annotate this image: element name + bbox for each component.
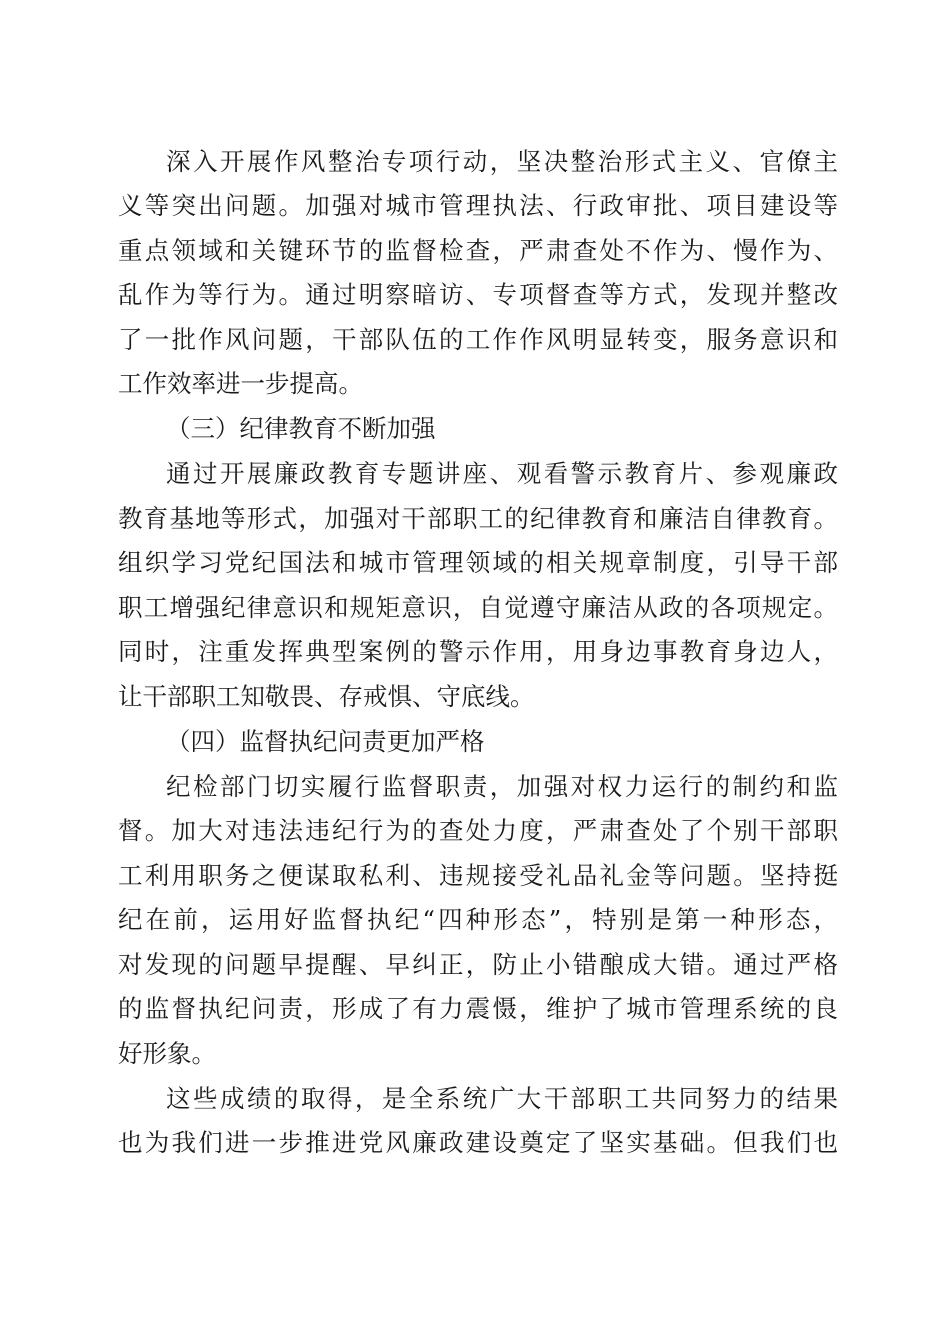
paragraph-2-line-2: 教育基地等形式，加强对干部职工的纪律教育和廉洁自律教育。 bbox=[118, 504, 838, 533]
paragraph-2-line-3: 组织学习党纪国法和城市管理领域的相关规章制度，引导干部 bbox=[118, 548, 838, 577]
paragraph-4-line-1: 这些成绩的取得，是全系统广大干部职工共同努力的结果 bbox=[166, 1084, 838, 1113]
section-heading-4: （四）监督执纪问责更加严格 bbox=[166, 727, 485, 756]
paragraph-1-line-2: 义等突出问题。加强对城市管理执法、行政审批、项目建设等 bbox=[118, 191, 838, 220]
paragraph-1-line-1: 深入开展作风整治专项行动，坚决整治形式主义、官僚主 bbox=[166, 147, 838, 176]
paragraph-3-line-6: 的监督执纪问责，形成了有力震慑，维护了城市管理系统的良 bbox=[118, 994, 838, 1023]
paragraph-2-line-1: 通过开展廉政教育专题讲座、观看警示教育片、参观廉政 bbox=[166, 459, 838, 488]
paragraph-2-line-4: 职工增强纪律意识和规矩意识，自觉遵守廉洁从政的各项规定。 bbox=[118, 593, 838, 622]
paragraph-4-line-2: 也为我们进一步推进党风廉政建设奠定了坚实基础。但我们也 bbox=[118, 1128, 838, 1157]
paragraph-3-line-2: 督。加大对违法违纪行为的查处力度，严肃查处了个别干部职 bbox=[118, 816, 838, 845]
paragraph-1-line-4: 乱作为等行为。通过明察暗访、专项督查等方式，发现并整改 bbox=[118, 280, 838, 309]
paragraph-3-line-1: 纪检部门切实履行监督职责，加强对权力运行的制约和监 bbox=[166, 772, 838, 801]
paragraph-3-line-4: 纪在前，运用好监督执纪“四种形态”，特别是第一种形态， bbox=[118, 905, 838, 934]
paragraph-3-line-3: 工利用职务之便谋取私利、违规接受礼品礼金等问题。坚持挺 bbox=[118, 861, 838, 890]
paragraph-2-line-5: 同时，注重发挥典型案例的警示作用，用身边事教育身边人， bbox=[118, 637, 838, 666]
paragraph-1-line-3: 重点领域和关键环节的监督检查，严肃查处不作为、慢作为、 bbox=[118, 236, 838, 265]
paragraph-3-line-7: 好形象。 bbox=[118, 1039, 216, 1068]
paragraph-1-line-6: 工作效率进一步提高。 bbox=[118, 369, 363, 398]
paragraph-1-line-5: 了一批作风问题，干部队伍的工作作风明显转变，服务意识和 bbox=[118, 325, 838, 354]
paragraph-2-line-6: 让干部职工知敬畏、存戒惧、守底线。 bbox=[118, 682, 535, 711]
section-heading-3: （三）纪律教育不断加强 bbox=[166, 414, 436, 443]
paragraph-3-line-5: 对发现的问题早提醒、早纠正，防止小错酿成大错。通过严格 bbox=[118, 950, 838, 979]
